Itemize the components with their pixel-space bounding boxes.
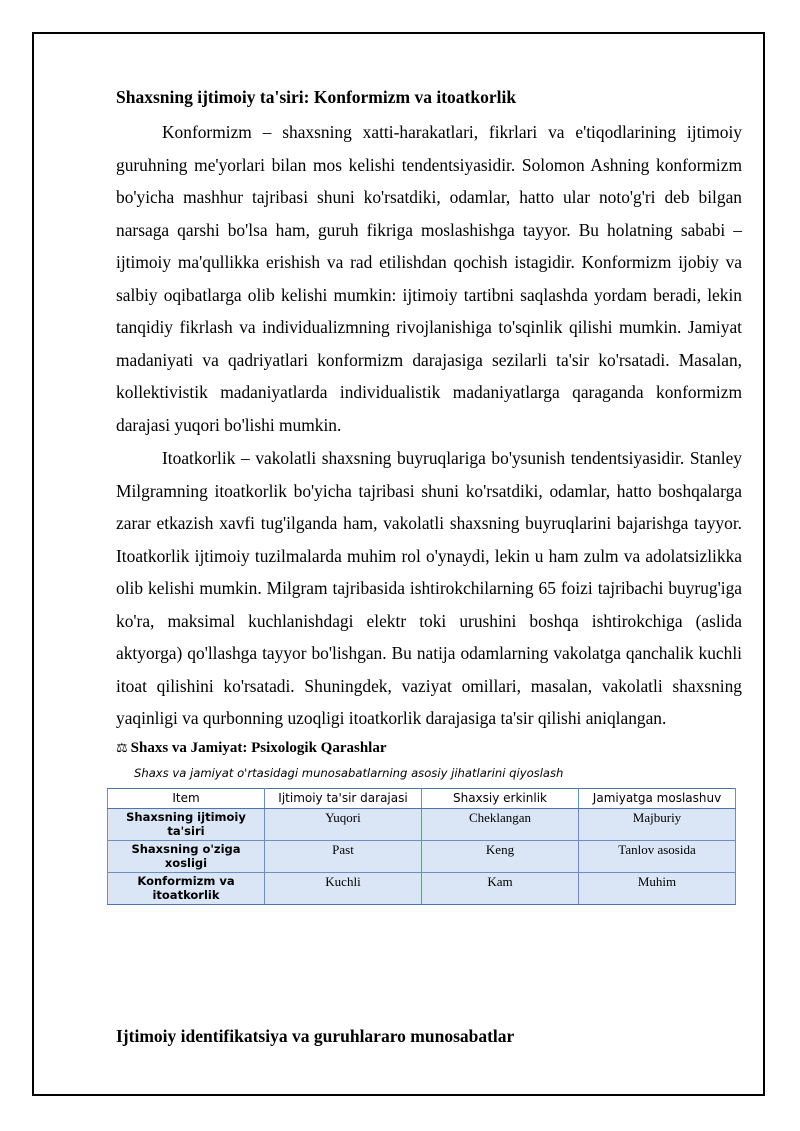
paragraph-conformism: Konformizm – shaxsning xatti-harakatlari, fikrlari va e'tiqodlarining ijtimoiy guruhning me'yorlari bilan mos kelishi tendentsiyasidir. Solomon Ashning konformizm bo'yicha mashhur tajribasi shuni ko'rsatdiki, odamlar, hatto ular noto'g'ri deb bilgan narsaga qarshi bo'lsa ham, guruh fikriga moslashishga tayyor. Bu holatning sababi – ijtimoiy ma'qullikka erishish va rad etilishdan qochish istagidir. Konformizm ijobiy va salbiy oqibatlarga olib kelishi mumkin: ijtimoiy tartibni saqlashda yordam beradi, lekin tanqidiy fikrlash va individualizmning rivojlanishiga to'sqinlik qilishi mumkin. Jamiyat madaniyati va qadriyatlari konformizm darajasiga sezilarli ta'sir ko'rsatadi. Masalan, kollektivistik madaniyatlarda individualistik madaniyatlarga qaraganda konformizm darajasi yuqori bo'lishi mumkin. bbox=[116, 122, 742, 435]
table-title bbox=[116, 737, 742, 760]
paragraph-obedience: Itoatkorlik – vakolatli shaxsning buyruqlariga bo'ysunish tendentsiyasidir. Stanley Milgramning itoatkorlik bo'yicha tajribasi shuni ko'rsatdiki, odamlar, hatto boshqalarga zarar etkazish xavfi tug'ilganda ham, vakolatli shaxsning buyruqlarini bajarishga tayyor. Itoatkorlik ijtimoiy tuzilmalarda muhim rol o'ynaydi, lekin u ham zulm va adolatsizlikka olib kelishi mumkin. Milgram tajribasida ishtirokchilarning 65 foizi tajribachi buyrug'iga ko'ra, maksimal kuchlanishdagi elektr toki urushini boshqa ishtirokchiga (aslida aktyorga) qo'llashga tayyor bo'lishgan. Bu natija odamlarning vakolatga qanchalik kuchli itoat qilishini ko'rsatadi. Shuningdek, vaziyat omillari, masalan, vakolatli shaxsning yaqinligi va qurbonning uzoqligi itoatkorlik darajasiga ta'sir qilishi aniqlangan. bbox=[116, 448, 742, 728]
table-cell: Kuchli bbox=[265, 872, 422, 904]
table-cell: Cheklangan bbox=[422, 808, 579, 840]
table-cell: Keng bbox=[422, 840, 579, 872]
table-row bbox=[108, 872, 736, 904]
table-row bbox=[108, 840, 736, 872]
header-cell: Jamiyatga moslashuv bbox=[579, 788, 736, 808]
table-cell: Yuqori bbox=[265, 808, 422, 840]
row-label: Shaxsning o'ziga xosligi bbox=[108, 840, 265, 872]
table-header-row bbox=[108, 788, 736, 808]
table-cell: Past bbox=[265, 840, 422, 872]
scale-icon: ⚖ bbox=[116, 740, 128, 756]
table-cell: Tanlov asosida bbox=[579, 840, 736, 872]
header-cell: Item bbox=[108, 788, 265, 808]
row-label: Shaxsning ijtimoiy ta'siri bbox=[108, 808, 265, 840]
table-cell: Kam bbox=[422, 872, 579, 904]
comparison-table bbox=[107, 788, 736, 905]
document-body bbox=[116, 84, 742, 905]
table-cell: Muhim bbox=[579, 872, 736, 904]
section-heading: Shaxsning ijtimoiy ta'siri: Konformizm va itoatkorlik bbox=[116, 87, 517, 107]
table-row bbox=[108, 808, 736, 840]
header-cell: Ijtimoiy ta'sir darajasi bbox=[265, 788, 422, 808]
table-subtitle: Shaxs va jamiyat o'rtasidagi munosabatlarning asosiy jihatlarini qiyoslash bbox=[134, 765, 564, 780]
row-label: Konformizm va itoatkorlik bbox=[108, 872, 265, 904]
header-cell: Shaxsiy erkinlik bbox=[422, 788, 579, 808]
table-cell: Majburiy bbox=[579, 808, 736, 840]
table-title-text: Shaxs va Jamiyat: Psixologik Qarashlar bbox=[130, 739, 387, 756]
next-section-heading: Ijtimoiy identifikatsiya va guruhlararo munosabatlar bbox=[116, 1026, 515, 1046]
